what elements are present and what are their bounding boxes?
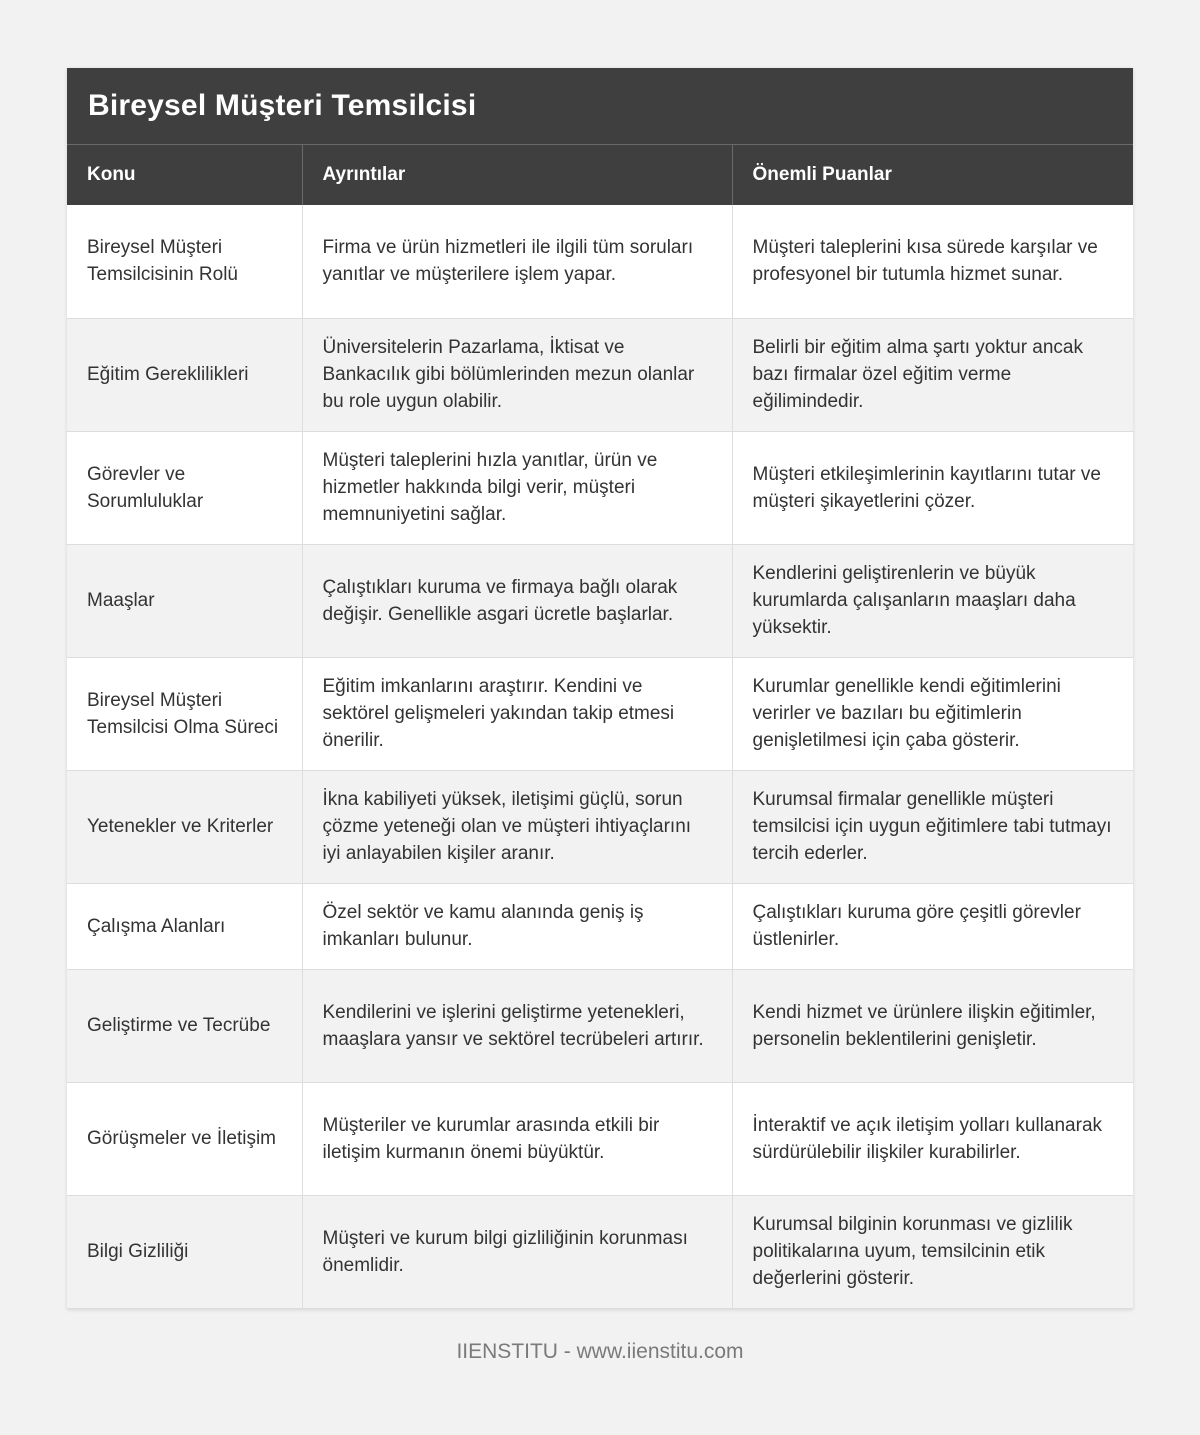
cell-topic: Bilgi Gizliliği — [67, 1195, 302, 1308]
cell-details: Firma ve ürün hizmetleri ile ilgili tüm soruları yanıtlar ve müşterilere işlem yapar. — [302, 205, 732, 318]
table-row — [67, 318, 1133, 431]
cell-key-points: Kurumsal bilginin korunması ve gizlilik politikalarına uyum, temsilcinin etik değerlerini gösterir. — [732, 1195, 1133, 1308]
column-header-key-points: Önemli Puanlar — [732, 145, 1133, 206]
content-card — [67, 68, 1133, 1309]
cell-details: Kendilerini ve işlerini geliştirme yetenekleri, maaşlara yansır ve sektörel tecrübeleri artırır. — [302, 969, 732, 1082]
cell-topic: Eğitim Gereklilikleri — [67, 318, 302, 431]
table-row — [67, 883, 1133, 969]
cell-key-points: Kendlerini geliştirenlerin ve büyük kurumlarda çalışanların maaşları daha yüksektir. — [732, 544, 1133, 657]
cell-key-points: Müşteri taleplerini kısa sürede karşılar ve profesyonel bir tutumla hizmet sunar. — [732, 205, 1133, 318]
table-row — [67, 431, 1133, 544]
cell-topic: Maaşlar — [67, 544, 302, 657]
table-row — [67, 1195, 1133, 1308]
cell-key-points: Kendi hizmet ve ürünlere ilişkin eğitimler, personelin beklentilerini genişletir. — [732, 969, 1133, 1082]
table-row — [67, 1082, 1133, 1195]
table-row — [67, 969, 1133, 1082]
title-bar — [67, 68, 1133, 144]
cell-details: Eğitim imkanlarını araştırır. Kendini ve sektörel gelişmeleri yakından takip etmesi önerilir. — [302, 657, 732, 770]
cell-topic: Yetenekler ve Kriterler — [67, 770, 302, 883]
table-row — [67, 205, 1133, 318]
cell-topic: Bireysel Müşteri Temsilcisi Olma Süreci — [67, 657, 302, 770]
cell-key-points: Çalıştıkları kuruma göre çeşitli görevler üstlenirler. — [732, 883, 1133, 969]
cell-topic: Görevler ve Sorumluluklar — [67, 431, 302, 544]
cell-key-points: Kurumsal firmalar genellikle müşteri temsilcisi için uygun eğitimlere tabi tutmayı tercih ederler. — [732, 770, 1133, 883]
cell-topic: Bireysel Müşteri Temsilcisinin Rolü — [67, 205, 302, 318]
cell-topic: Çalışma Alanları — [67, 883, 302, 969]
table-row — [67, 657, 1133, 770]
info-table — [67, 144, 1133, 1309]
cell-details: Özel sektör ve kamu alanında geniş iş imkanları bulunur. — [302, 883, 732, 969]
column-header-details: Ayrıntılar — [302, 145, 732, 206]
table-row — [67, 770, 1133, 883]
cell-details: Müşteri ve kurum bilgi gizliliğinin korunması önemlidir. — [302, 1195, 732, 1308]
cell-details: Müşteriler ve kurumlar arasında etkili bir iletişim kurmanın önemi büyüktür. — [302, 1082, 732, 1195]
table-header-row — [67, 145, 1133, 206]
cell-key-points: Kurumlar genellikle kendi eğitimlerini verirler ve bazıları bu eğitimlerin genişletilmesi için çaba gösterir. — [732, 657, 1133, 770]
cell-key-points: Belirli bir eğitim alma şartı yoktur ancak bazı firmalar özel eğitim verme eğilimindedir. — [732, 318, 1133, 431]
cell-details: Müşteri taleplerini hızla yanıtlar, ürün ve hizmetler hakkında bilgi verir, müşteri memnuniyetini sağlar. — [302, 431, 732, 544]
cell-details: İkna kabiliyeti yüksek, iletişimi güçlü, sorun çözme yeteneği olan ve müşteri ihtiyaçlarını iyi anlayabilen kişiler aranır. — [302, 770, 732, 883]
cell-key-points: İnteraktif ve açık iletişim yolları kullanarak sürdürülebilir ilişkiler kurabilirler. — [732, 1082, 1133, 1195]
table-row — [67, 544, 1133, 657]
cell-topic: Geliştirme ve Tecrübe — [67, 969, 302, 1082]
page-title: Bireysel Müşteri Temsilcisi — [88, 89, 477, 122]
cell-key-points: Müşteri etkileşimlerinin kayıtlarını tutar ve müşteri şikayetlerini çözer. — [732, 431, 1133, 544]
cell-details: Üniversitelerin Pazarlama, İktisat ve Bankacılık gibi bölümlerinden mezun olanlar bu role uygun olabilir. — [302, 318, 732, 431]
cell-details: Çalıştıkları kuruma ve firmaya bağlı olarak değişir. Genellikle asgari ücretle başlarlar. — [302, 544, 732, 657]
footer-credit: IIENSTITU - www.iienstitu.com — [456, 1340, 744, 1363]
cell-topic: Görüşmeler ve İletişim — [67, 1082, 302, 1195]
column-header-topic: Konu — [67, 145, 302, 206]
